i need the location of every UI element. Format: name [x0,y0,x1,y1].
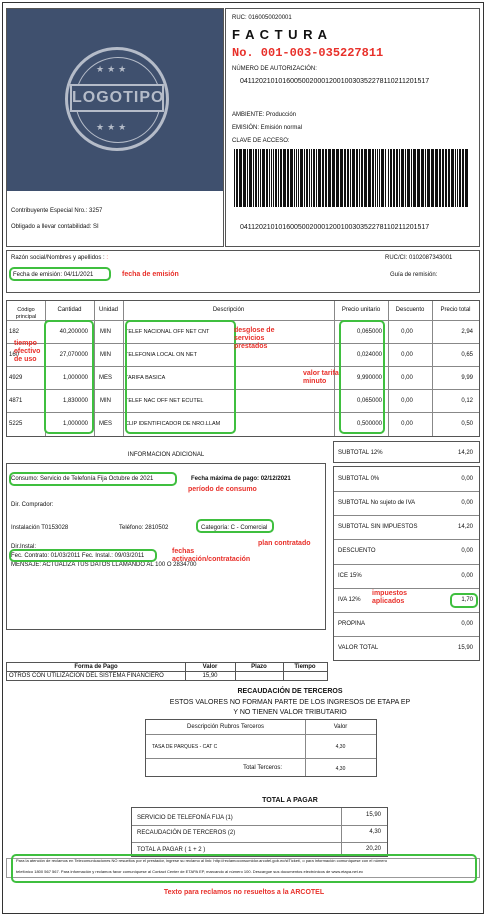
info-mensaje: MENSAJE: ACTUALIZA TUS DATOS LLAMANDO AL 100 O 2834700 [11,562,197,568]
info-telefono: Teléfono: 2810502 [119,525,169,531]
clave-label: CLAVE DE ACCESO: [232,138,290,144]
item-cell-unidad: MES [98,375,112,381]
pagar-value-total: 20,20 [365,846,381,852]
totals-label: SUBTOTAL No sujeto de IVA [338,500,416,507]
doc-type: F A C T U R A [232,27,329,42]
auth-number: 0411202101016005002000120010030352278110211201517 [240,78,430,85]
pagar-value-terceros: 4,30 [369,829,381,835]
col-header-codigo: Código principal [15,307,37,320]
totals-value: 0,00 [461,500,473,507]
item-cell-descuento: 0,00 [401,398,413,404]
item-cell-cantidad: 27,070000 [59,352,88,358]
info-fechas: Fec. Contrato: 01/03/2011 Fec. Instal.: 09/03/2011 [11,553,145,559]
highlight-cantidad [44,320,94,434]
info-fecha-max: Fecha máxima de pago: 02/12/2021 [191,476,291,482]
ambiente-text: AMBIENTE: Producción [232,112,297,118]
annotation-valor-tarifa: valor tarifa minuto [303,370,339,385]
pagar-value-servicio: 15,90 [365,812,381,818]
totals-panel [333,466,480,661]
footer-line1: Para la atención de reclamos en Telecomunicaciones NO resueltos por el prestador, ingrese su reclamo al link: http://reclamoconsumidor.arcotel.gob.ec/stTicket/, o para información comuníquese con el número [16,858,388,863]
auth-label: NÚMERO DE AUTORIZACIÓN: [232,66,317,72]
pago-header-valor: Valor [202,664,218,670]
item-cell-descripcion: TELEF NAC OFF NET ECUTEL [125,398,204,404]
info-categoria: Categoría: C - Comercial [201,525,268,531]
item-cell-cantidad: 1,000000 [62,421,88,427]
logo-stamp: LOGOTIPO ★★★ ★★★ [65,47,169,151]
totals-value: 15,90 [457,644,473,651]
highlight-fechas [9,549,157,562]
pago-header-tiempo: Tiempo [294,664,316,670]
annotation-periodo: período de consumo [188,486,257,493]
subtotal-12-box [333,441,480,463]
item-cell-precio-total: 2,94 [461,329,473,335]
item-cell-codigo: 182 [9,329,20,335]
terceros-row-desc: TASA DE PARQUES - CAT C [152,744,218,750]
item-cell-cantidad: 1,830000 [62,398,88,404]
info-title: INFORMACION ADICIONAL [127,452,205,458]
totals-value: 1,70 [461,596,473,603]
contabilidad-text: Obligado a llevar contabilidad: SI [11,224,99,230]
totals-label: VALOR TOTAL [338,644,379,651]
pagar-row-total: TOTAL A PAGAR ( 1 + 2 ) [137,847,206,853]
logo-area [7,9,223,191]
item-cell-cantidad: 40,200000 [59,329,88,335]
item-cell-precio-total: 0,65 [461,352,473,358]
terceros-row-valor: 4,30 [335,744,346,750]
annotation-tiempo: tiempo efectivo de uso [14,340,41,363]
terceros-table [145,719,377,777]
item-cell-descuento: 0,00 [401,352,413,358]
highlight-precio-unitario [339,320,385,434]
highlight-categoria [196,519,274,533]
item-cell-descuento: 0,00 [401,329,413,335]
highlight-consumo [9,472,177,486]
fecha-emision: Fecha de emisión: 04/11/2021 [13,272,94,278]
item-cell-precio-unitario: 0,024000 [356,352,382,358]
terceros-total-value: 4,30 [335,766,346,772]
totals-label: PROPINA [338,620,366,627]
item-cell-codigo: 5225 [9,421,23,427]
annotation-plan: plan contratado [258,540,311,547]
guia-remision: Guía de remisión: [390,272,438,278]
annotation-desglose: desglose de servicios prestados [234,327,275,350]
item-cell-precio-total: 9,99 [461,375,473,381]
item-cell-descripcion: TELEF NACIONAL OFF NET CNT [125,329,210,335]
totals-value: 0,00 [461,548,473,555]
item-cell-precio-unitario: 0,065000 [356,398,382,404]
totals-value: 0,00 [461,572,473,579]
client-ruc: RUC/CI: 0102087343001 [385,255,453,261]
annotation-impuestos: impuestos aplicados [372,590,408,605]
annotation-fechas: fechas activación/contratación [172,548,251,563]
item-cell-descuento: 0,00 [401,375,413,381]
item-cell-unidad: MIN [100,329,111,335]
item-cell-descuento: 0,00 [401,421,413,427]
footer-line2: telefónico 1800 567 567. Para información y reclamos favor comuníquese al Contact Center de ETAPA EP, marcando al número 100. Descargue sus documentos electrónicos de www.etapa.net.ec [16,869,364,874]
col-header-precio-total: Precio total [440,307,471,313]
item-cell-unidad: MES [98,421,112,427]
item-cell-precio-unitario: 0,500000 [356,421,382,427]
highlight-fecha [9,267,111,281]
totals-label: IVA 12% [338,596,361,603]
highlight-iva [450,593,478,608]
barcode [234,149,471,207]
razon-social: Razón social/Nombres y apellidos : : [11,255,109,261]
subtotal-12-label: SUBTOTAL 12% [338,450,383,456]
invoice-id-panel [225,8,480,247]
logo-panel [6,8,224,247]
col-header-unidad: Unidad [98,307,118,313]
pagar-title: TOTAL A PAGAR [262,797,318,804]
item-cell-precio-total: 0,50 [461,421,473,427]
terceros-title: RECAUDACIÓN DE TERCEROS [237,688,343,695]
item-cell-codigo: 160 [9,352,20,358]
ruc-issuer: RUC: 0160050020001 [232,15,292,21]
pago-header-plazo: Plazo [251,664,267,670]
logo-text: LOGOTIPO [70,84,164,112]
totals-value: 0,00 [461,620,473,627]
annotation-fecha-emision: fecha de emisión [122,271,179,278]
pagar-table [131,807,388,857]
terceros-header-desc: Descripción Rubros Terceros [187,724,264,730]
totals-label: SUBTOTAL SIN IMPUESTOS [338,524,418,531]
item-cell-codigo: 4929 [9,375,23,381]
clave-number: 0411202101016005002000120010030352278110211201517 [240,224,430,231]
pago-forma: OTROS CON UTILIZACION DEL SISTEMA FINANCIERO [9,673,164,679]
pago-table [6,662,328,681]
totals-label: DESCUENTO [338,548,376,555]
info-dir-instal: Dir.Instal: [11,544,37,550]
col-header-precio-unitario: Precio unitario [341,307,381,313]
emision-text: EMISIÓN: Emisión normal [232,125,303,131]
totals-value: 0,00 [461,476,473,482]
info-instalacion: Instalación T0153028 [11,525,69,531]
item-cell-descripcion: TARIFA BASICA [125,375,166,381]
contribuyente-text: Contribuyente Especial Nro.: 3257 [11,208,103,214]
pagar-row-servicio: SERVICIO DE TELEFONÍA FIJA (1) [137,815,233,821]
pago-valor: 15,90 [202,673,218,679]
col-header-cantidad: Cantidad [57,307,82,313]
item-cell-cantidad: 1,000000 [62,375,88,381]
pago-header-forma: Forma de Pago [74,664,118,670]
col-header-descripcion: Descripción [212,307,245,313]
col-header-descuento: Descuento [395,307,425,313]
item-cell-codigo: 4871 [9,398,23,404]
item-cell-precio-unitario: 9,990000 [356,375,382,381]
totals-value: 14,20 [457,524,473,531]
info-dir-comprador: Dir. Comprador: [11,502,54,508]
terceros-header-valor: Valor [333,724,348,730]
highlight-descripcion [125,320,236,434]
totals-label: SUBTOTAL 0% [338,476,380,482]
item-cell-descripcion: CLIP IDENTIFICADOR DE NRO.LLAM [125,421,221,427]
subtotal-12-value: 14,20 [457,450,473,456]
annotation-footer: Texto para reclamos no resueltos a la ARCOTEL [163,889,325,896]
terceros-sub2: Y NO TIENEN VALOR TRIBUTARIO [233,709,347,716]
info-consumo: Consumo: Servicio de Telefonía Fija Octubre de 2021 [11,476,154,482]
totals-label: ICE 15% [338,572,362,579]
item-cell-unidad: MIN [100,352,111,358]
item-cell-precio-total: 0,12 [461,398,473,404]
item-cell-descripcion: TELEFONIA LOCAL ON NET [125,352,197,358]
pagar-row-terceros: RECAUDACIÓN DE TERCEROS (2) [137,830,236,836]
item-cell-unidad: MIN [100,398,111,404]
terceros-sub1: ESTOS VALORES NO FORMAN PARTE DE LOS INGRESOS DE ETAPA EP [169,699,411,706]
terceros-total-label: Total Terceros: [243,765,282,771]
invoice-number: No. 001-003-035227811 [232,46,384,60]
item-cell-precio-unitario: 0,065000 [356,329,382,335]
